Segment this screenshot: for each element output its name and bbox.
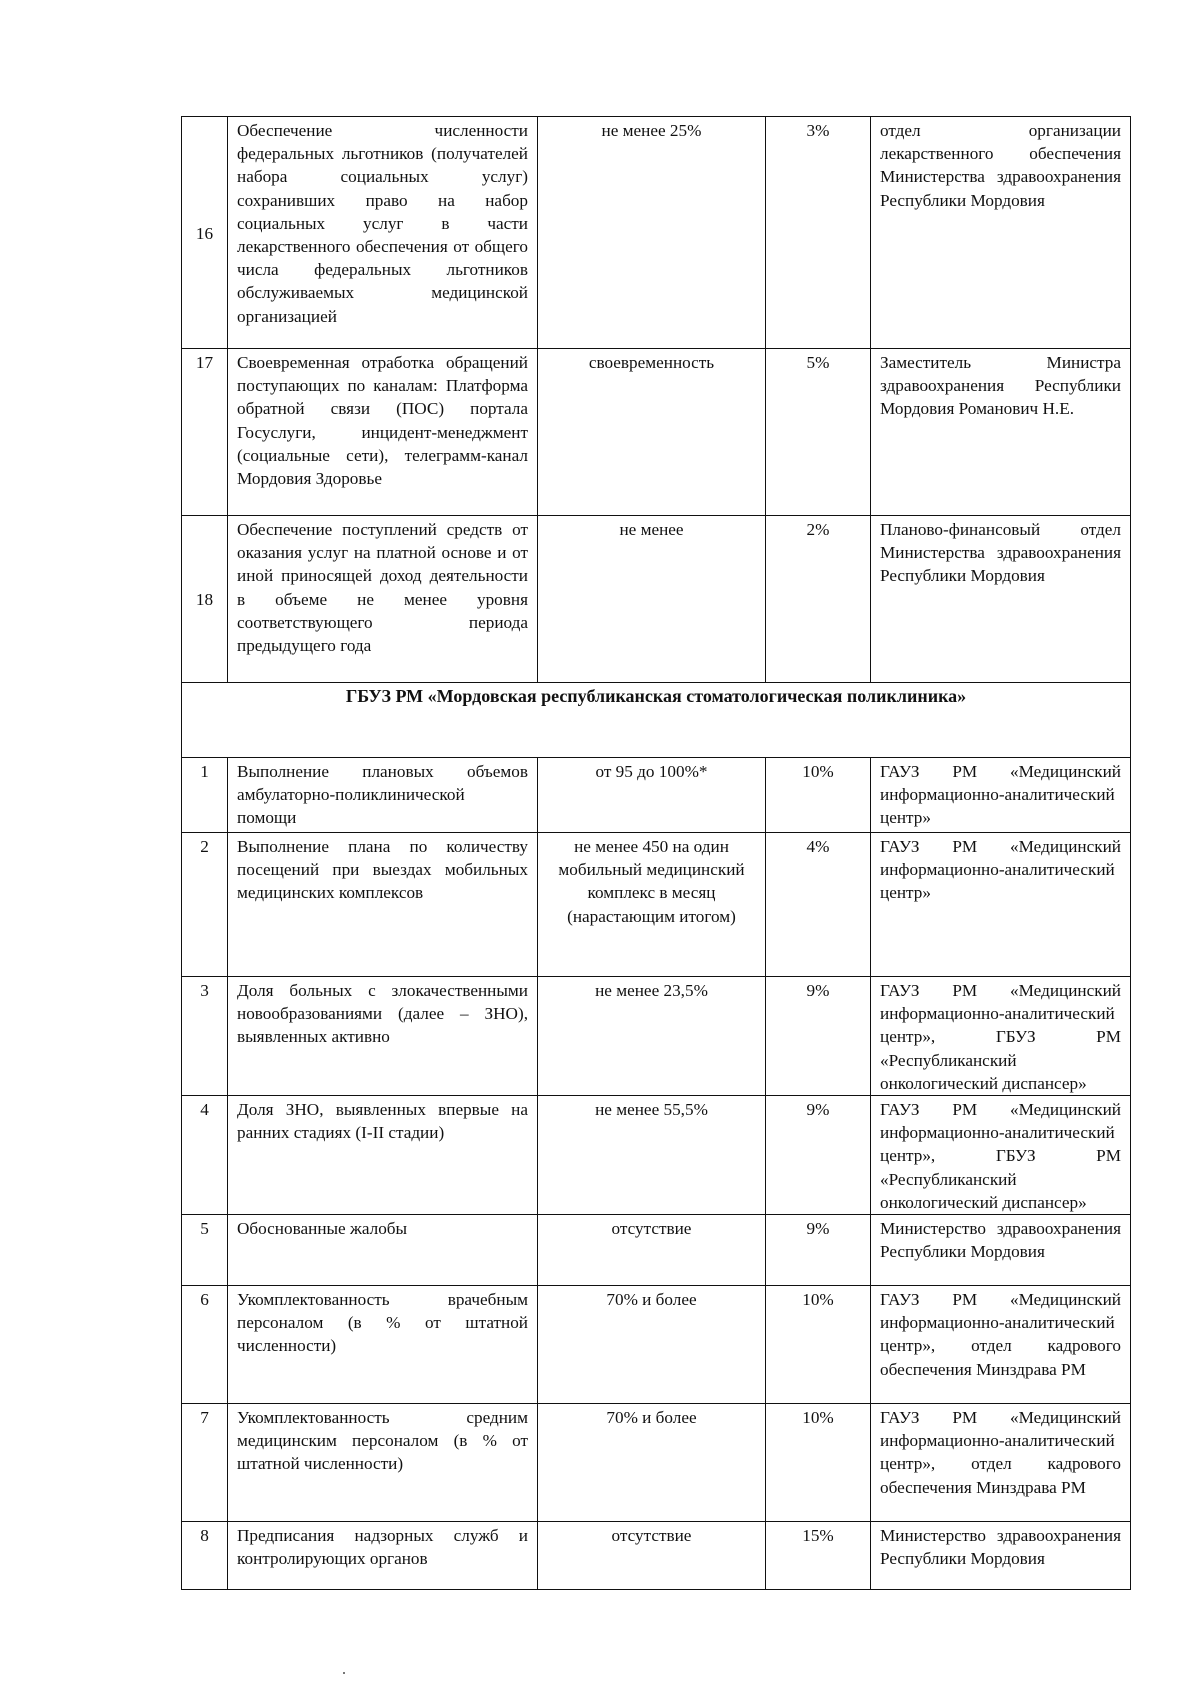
weight-cell: 10%: [766, 758, 871, 833]
indicator-cell: Выполнение плана по количеству посещений при выездах мобильных медицинских комплексов: [228, 833, 538, 977]
responsible-cell: ГАУЗ РМ «Медицинский информационно-аналитический центр», отдел кадрового обеспечения Минздрава РМ: [871, 1286, 1131, 1404]
table-row: [182, 1522, 1131, 1590]
indicator-cell: Укомплектованность врачебным персоналом (в % от штатной численности): [228, 1286, 538, 1404]
target-value-cell: не менее 450 на один мобильный медицинский комплекс в месяц (нарастающим итогом): [538, 833, 766, 977]
table-row: [182, 1096, 1131, 1215]
weight-cell: 9%: [766, 1215, 871, 1286]
row-number: 17: [182, 349, 228, 516]
responsible-cell: отдел организации лекарственного обеспечения Министерства здравоохранения Республики Мордовия: [871, 117, 1131, 349]
weight-cell: 10%: [766, 1286, 871, 1404]
target-value-cell: от 95 до 100%*: [538, 758, 766, 833]
section-header-row: [182, 683, 1131, 758]
row-number: 1: [182, 758, 228, 833]
table-row: [182, 117, 1131, 349]
row-number: 3: [182, 977, 228, 1096]
target-value-cell: не менее 25%: [538, 117, 766, 349]
target-value-cell: 70% и более: [538, 1404, 766, 1522]
indicator-cell: Доля ЗНО, выявленных впервые на ранних стадиях (I-II стадии): [228, 1096, 538, 1215]
table-row: [182, 1404, 1131, 1522]
weight-cell: 9%: [766, 1096, 871, 1215]
weight-cell: 10%: [766, 1404, 871, 1522]
target-value-cell: не менее 23,5%: [538, 977, 766, 1096]
row-number: 4: [182, 1096, 228, 1215]
target-value-cell: 70% и более: [538, 1286, 766, 1404]
weight-cell: 2%: [766, 516, 871, 683]
indicator-cell: Обеспечение численности федеральных льготников (получателей набора социальных услуг) сохранивших право на набор социальных услуг в части лекарственного обеспечения от общего числа федеральных льготников обслуживаемых медицинской организацией: [228, 117, 538, 349]
weight-cell: 5%: [766, 349, 871, 516]
target-value-cell: не менее: [538, 516, 766, 683]
table-row: [182, 758, 1131, 833]
indicator-cell: Обеспечение поступлений средств от оказания услуг на платной основе и от иной приносящей доход деятельности в объеме не менее уровня соответствующего периода предыдущего года: [228, 516, 538, 683]
indicator-cell: Выполнение плановых объемов амбулаторно-поликлинической помощи: [228, 758, 538, 833]
indicator-cell: Своевременная отработка обращений поступающих по каналам: Платформа обратной связи (ПОС) портала Госуслуги, инцидент-менеджмент (социальные сети), телеграмм-канал Мордовия Здоровье: [228, 349, 538, 516]
responsible-cell: Заместитель Министра здравоохранения Республики Мордовия Романович Н.Е.: [871, 349, 1131, 516]
table-row: [182, 977, 1131, 1096]
row-number: 2: [182, 833, 228, 977]
row-number: 7: [182, 1404, 228, 1522]
table-row: [182, 833, 1131, 977]
row-number: 6: [182, 1286, 228, 1404]
section-title: ГБУЗ РМ «Мордовская республиканская стоматологическая поликлиника»: [182, 683, 1131, 758]
weight-cell: 4%: [766, 833, 871, 977]
responsible-cell: ГАУЗ РМ «Медицинский информационно-аналитический центр»: [871, 758, 1131, 833]
responsible-cell: ГАУЗ РМ «Медицинский информационно-аналитический центр», ГБУЗ РМ «Республиканский онкологический диспансер»: [871, 977, 1131, 1096]
row-number: 18: [182, 516, 228, 683]
responsible-cell: ГАУЗ РМ «Медицинский информационно-аналитический центр», отдел кадрового обеспечения Минздрава РМ: [871, 1404, 1131, 1522]
responsible-cell: ГАУЗ РМ «Медицинский информационно-аналитический центр»: [871, 833, 1131, 977]
responsible-cell: Министерство здравоохранения Республики Мордовия: [871, 1215, 1131, 1286]
table-row: [182, 1215, 1131, 1286]
table-row: [182, 1286, 1131, 1404]
indicators-table: [181, 116, 1131, 1590]
responsible-cell: ГАУЗ РМ «Медицинский информационно-аналитический центр», ГБУЗ РМ «Республиканский онкологический диспансер»: [871, 1096, 1131, 1215]
row-number: 5: [182, 1215, 228, 1286]
responsible-cell: Министерство здравоохранения Республики Мордовия: [871, 1522, 1131, 1590]
target-value-cell: отсутствие: [538, 1522, 766, 1590]
weight-cell: 9%: [766, 977, 871, 1096]
table-row: [182, 349, 1131, 516]
target-value-cell: не менее 55,5%: [538, 1096, 766, 1215]
target-value-cell: отсутствие: [538, 1215, 766, 1286]
target-value-cell: своевременность: [538, 349, 766, 516]
row-number: 16: [182, 117, 228, 349]
indicator-cell: Предписания надзорных служб и контролирующих органов: [228, 1522, 538, 1590]
table-row: [182, 516, 1131, 683]
indicator-cell: Обоснованные жалобы: [228, 1215, 538, 1286]
responsible-cell: Планово-финансовый отдел Министерства здравоохранения Республики Мордовия: [871, 516, 1131, 683]
row-number: 8: [182, 1522, 228, 1590]
weight-cell: 15%: [766, 1522, 871, 1590]
indicator-cell: Доля больных с злокачественными новообразованиями (далее – ЗНО), выявленных активно: [228, 977, 538, 1096]
indicator-cell: Укомплектованность средним медицинским персоналом (в % от штатной численности): [228, 1404, 538, 1522]
weight-cell: 3%: [766, 117, 871, 349]
scan-speck: [343, 1672, 345, 1674]
